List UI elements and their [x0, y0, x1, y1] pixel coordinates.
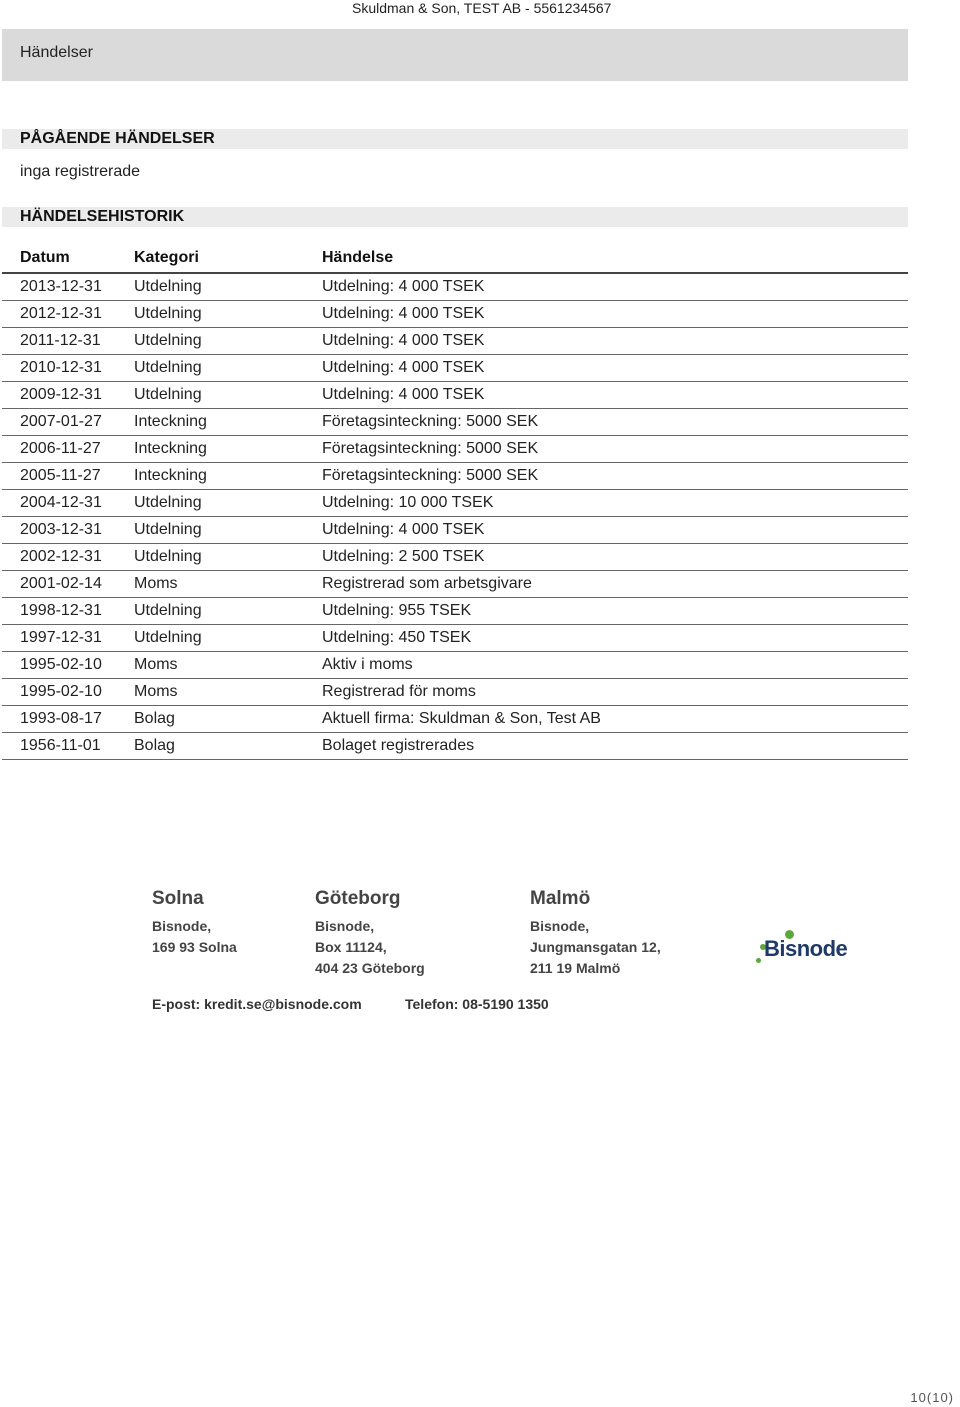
- cell-date: 2012-12-31: [2, 301, 134, 328]
- cell-date: 2013-12-31: [2, 273, 134, 301]
- table-row: [2, 544, 908, 571]
- cell-category: Utdelning: [134, 355, 322, 382]
- table-row: [2, 301, 908, 328]
- cell-date: 2011-12-31: [2, 328, 134, 355]
- cell-category: Utdelning: [134, 273, 322, 301]
- bisnode-logo: [752, 928, 882, 974]
- cell-date: 2003-12-31: [2, 517, 134, 544]
- office-city: Malmö: [530, 888, 591, 909]
- cell-category: Utdelning: [134, 301, 322, 328]
- cell-category: Bolag: [134, 706, 322, 733]
- cell-date: 2004-12-31: [2, 490, 134, 517]
- cell-date: 2001-02-14: [2, 571, 134, 598]
- cell-event: Företagsinteckning: 5000 SEK: [322, 436, 908, 463]
- office-address-line: 404 23 Göteborg: [315, 960, 425, 976]
- cell-category: Moms: [134, 571, 322, 598]
- table-row: [2, 517, 908, 544]
- cell-event: Utdelning: 450 TSEK: [322, 625, 908, 652]
- cell-category: Utdelning: [134, 598, 322, 625]
- office-address-line: Bisnode,: [530, 918, 590, 934]
- cell-event: Utdelning: 4 000 TSEK: [322, 273, 908, 301]
- cell-event: Utdelning: 4 000 TSEK: [322, 301, 908, 328]
- cell-date: 1993-08-17: [2, 706, 134, 733]
- event-history-table: [2, 244, 908, 760]
- cell-date: 1995-02-10: [2, 679, 134, 706]
- ongoing-events-status: inga registrerade: [20, 163, 141, 180]
- cell-event: Bolaget registrerades: [322, 733, 908, 760]
- cell-date: 1956-11-01: [2, 733, 134, 760]
- office-city: Solna: [152, 888, 204, 909]
- cell-category: Utdelning: [134, 382, 322, 409]
- cell-category: Moms: [134, 679, 322, 706]
- table-row: [2, 382, 908, 409]
- cell-event: Företagsinteckning: 5000 SEK: [322, 463, 908, 490]
- table-header-row: [2, 244, 908, 273]
- ongoing-events-bar: [2, 129, 908, 149]
- cell-event: Registrerad som arbetsgivare: [322, 571, 908, 598]
- logo-text: Bisnode: [764, 936, 848, 961]
- cell-category: Inteckning: [134, 436, 322, 463]
- page-number: 10(10): [910, 1390, 954, 1405]
- cell-date: 2010-12-31: [2, 355, 134, 382]
- column-header-date: Datum: [2, 244, 134, 273]
- cell-event: Utdelning: 4 000 TSEK: [322, 517, 908, 544]
- column-header-event: Händelse: [322, 244, 908, 273]
- cell-event: Utdelning: 4 000 TSEK: [322, 355, 908, 382]
- cell-category: Inteckning: [134, 409, 322, 436]
- cell-event: Aktiv i moms: [322, 652, 908, 679]
- cell-category: Utdelning: [134, 544, 322, 571]
- office-goteborg: [315, 888, 425, 979]
- office-address-line: 169 93 Solna: [152, 939, 237, 955]
- section-title: Händelser: [20, 44, 93, 61]
- office-address-line: Jungmansgatan 12,: [530, 939, 661, 955]
- table-row: [2, 625, 908, 652]
- table-row: [2, 679, 908, 706]
- cell-date: 2005-11-27: [2, 463, 134, 490]
- table-row: [2, 733, 908, 760]
- column-header-category: Kategori: [134, 244, 322, 273]
- cell-date: 1995-02-10: [2, 652, 134, 679]
- cell-event: Utdelning: 955 TSEK: [322, 598, 908, 625]
- footer: [152, 888, 892, 1028]
- cell-date: 2009-12-31: [2, 382, 134, 409]
- cell-category: Utdelning: [134, 625, 322, 652]
- cell-event: Aktuell firma: Skuldman & Son, Test AB: [322, 706, 908, 733]
- cell-date: 1997-12-31: [2, 625, 134, 652]
- table-row: [2, 490, 908, 517]
- table-row: [2, 463, 908, 490]
- office-address-line: Bisnode,: [315, 918, 375, 934]
- cell-event: Utdelning: 2 500 TSEK: [322, 544, 908, 571]
- ongoing-events-title: PÅGÅENDE HÄNDELSER: [20, 130, 215, 147]
- cell-event: Registrerad för moms: [322, 679, 908, 706]
- contact-phone: Telefon: 08-5190 1350: [405, 996, 549, 1012]
- logo-dot-icon: [756, 958, 761, 963]
- table-row: [2, 706, 908, 733]
- office-address-line: Bisnode,: [152, 918, 212, 934]
- table-row: [2, 571, 908, 598]
- cell-category: Inteckning: [134, 463, 322, 490]
- office-address-line: 211 19 Malmö: [530, 960, 621, 976]
- cell-event: Utdelning: 4 000 TSEK: [322, 328, 908, 355]
- cell-date: 1998-12-31: [2, 598, 134, 625]
- table-row: [2, 409, 908, 436]
- table-row: [2, 273, 908, 301]
- event-history-bar: [2, 207, 908, 227]
- office-malmo: [530, 888, 661, 979]
- contact-email: E-post: kredit.se@bisnode.com: [152, 996, 362, 1012]
- office-city: Göteborg: [315, 888, 401, 909]
- cell-category: Moms: [134, 652, 322, 679]
- event-history-title: HÄNDELSEHISTORIK: [20, 208, 185, 225]
- cell-event: Utdelning: 4 000 TSEK: [322, 382, 908, 409]
- cell-category: Utdelning: [134, 328, 322, 355]
- table-row: [2, 652, 908, 679]
- cell-category: Utdelning: [134, 490, 322, 517]
- section-title-bar: [2, 29, 908, 81]
- cell-date: 2007-01-27: [2, 409, 134, 436]
- cell-event: Företagsinteckning: 5000 SEK: [322, 409, 908, 436]
- cell-category: Bolag: [134, 733, 322, 760]
- office-solna: [152, 888, 237, 958]
- cell-event: Utdelning: 10 000 TSEK: [322, 490, 908, 517]
- cell-category: Utdelning: [134, 517, 322, 544]
- cell-date: 2002-12-31: [2, 544, 134, 571]
- table-row: [2, 328, 908, 355]
- table-row: [2, 436, 908, 463]
- report-company-header: Skuldman & Son, TEST AB - 5561234567: [352, 0, 612, 16]
- table-row: [2, 355, 908, 382]
- office-address-line: Box 11124,: [315, 939, 387, 955]
- table-row: [2, 598, 908, 625]
- cell-date: 2006-11-27: [2, 436, 134, 463]
